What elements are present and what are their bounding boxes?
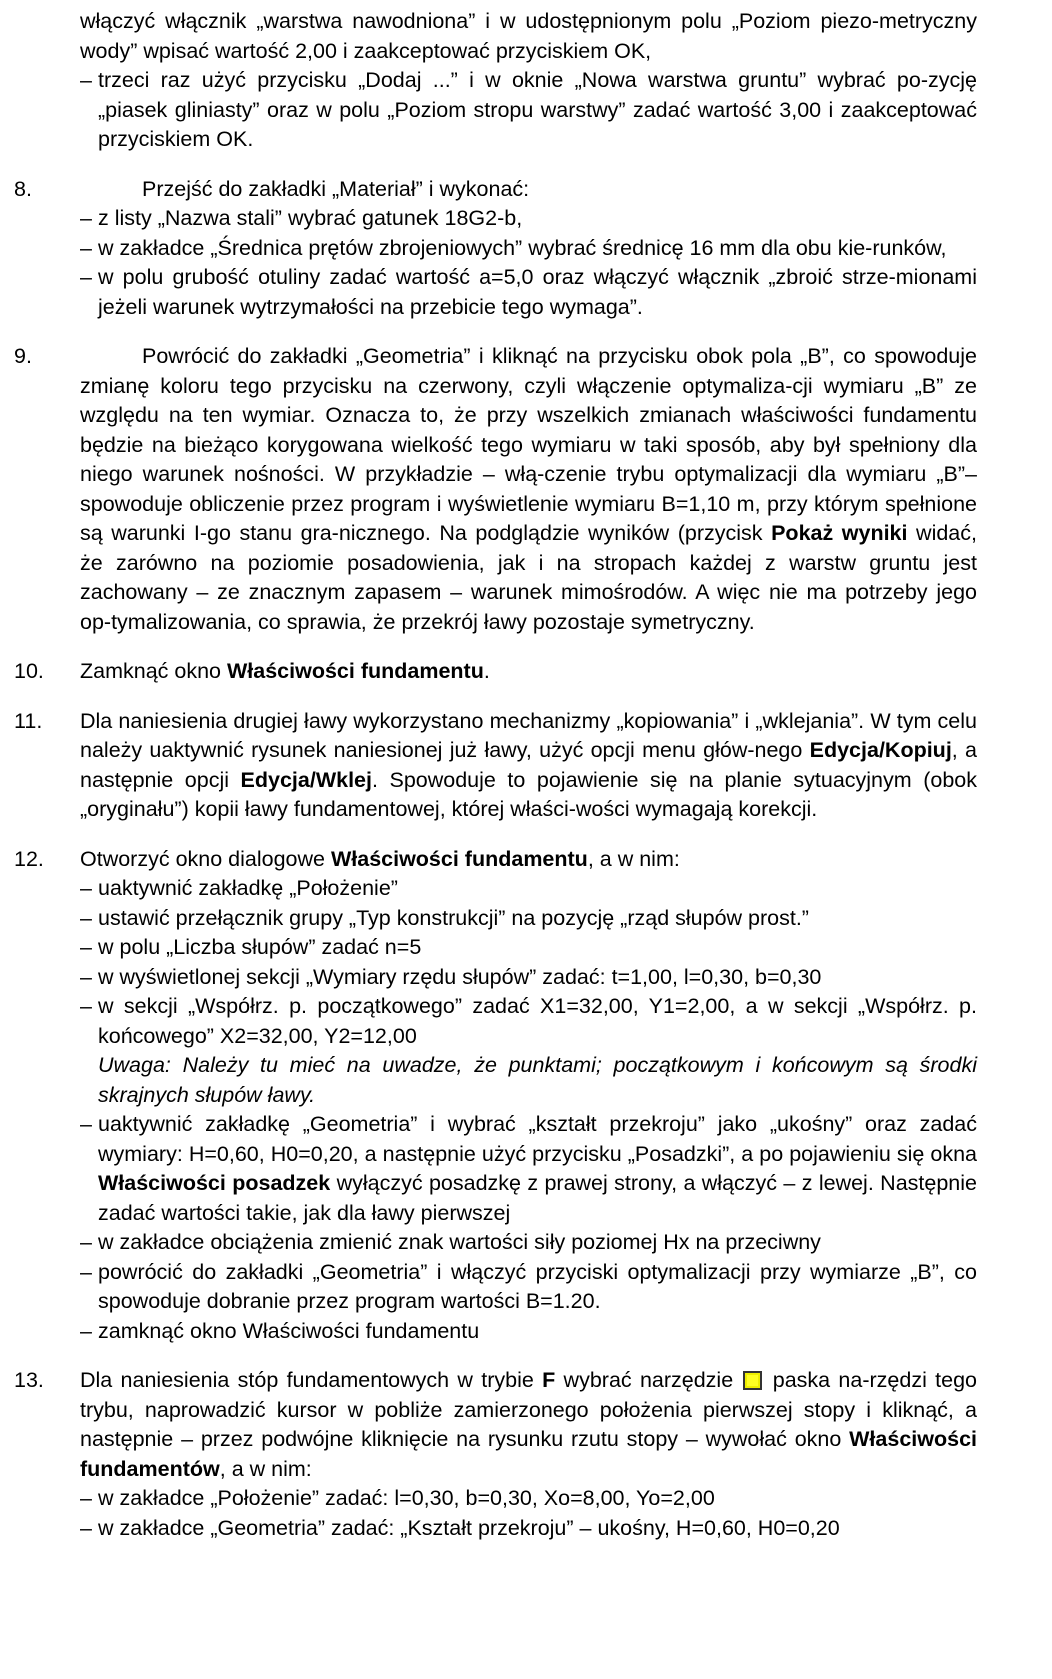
list-item-text: uaktywnić zakładkę „Położenie”: [98, 876, 398, 900]
bullet-dash: –: [80, 1515, 92, 1540]
list-item-text: powrócić do zakładki „Geometria” i włączyć przyciski optymalizacji przy wymiarze „B”, co spowoduje dobranie przez program wartości B=1.20.: [98, 1259, 977, 1313]
step-text: Dla naniesienia drugiej ławy wykorzystano mechanizmy „kopiowania” i „wklejania”. W tym celu należy uaktywnić rysunek naniesionej już ławy, użyć opcji menu głów-nego: [80, 708, 977, 762]
step-number: 12.: [14, 846, 44, 871]
note: [80, 1051, 977, 1110]
step-text: . Spowoduje to pojawienie się na planie sytuacyjnym (obok „oryginału”) kopii ławy fundamentowej, której właści-wości wymagają korekcji.: [80, 767, 977, 821]
list-item: [80, 263, 977, 322]
list-item: [80, 904, 977, 934]
step-text: , a następnie opcji: [80, 738, 977, 792]
step-number: 9.: [14, 344, 32, 368]
menu-path: Edycja/Wklej: [240, 767, 372, 792]
bullet-dash: –: [80, 935, 92, 959]
bullet-dash: –: [80, 1486, 92, 1510]
list-item: [80, 1484, 977, 1514]
step-text: paska na-rzędzi tego trybu, naprowadzić kursor w pobliże zamierzonego położenia pierwszej stopy i kliknąć, a następnie – przez podwójne kliknięcie na rysunku rzutu stopy – wywołać okno: [80, 1368, 977, 1451]
bullet-dash: –: [80, 876, 92, 900]
step-text: Otworzyć okno dialogowe: [80, 846, 331, 871]
list-item: [80, 1228, 977, 1258]
window-name: Właściwości fundamentów: [80, 1427, 977, 1481]
list-item-text: zamknąć okno Właściwości fundamentu: [98, 1318, 480, 1343]
step-text: Przejść do zakładki „Materiał” i wykonać:: [142, 176, 530, 201]
step-text: .: [483, 659, 490, 683]
list-item-text: w zakładce „Geometria” zadać: „Kształt przekroju” – ukośny, H=0,60, H0=0,20: [98, 1515, 840, 1540]
list-item: [80, 963, 977, 993]
bullet-dash: –: [80, 1112, 92, 1136]
mode-name: F: [542, 1368, 556, 1392]
step-text: , a w nim:: [219, 1456, 312, 1481]
list-item: [80, 874, 977, 904]
list-item: [80, 1110, 977, 1228]
bullet-dash: –: [80, 964, 92, 989]
bullet-dash: –: [80, 994, 92, 1018]
window-name: Właściwości fundamentu: [330, 846, 588, 871]
list-item-text: w zakładce „Położenie” zadać: l=0,30, b=0,30, Xo=8,00, Yo=2,00: [98, 1486, 715, 1510]
step-text: wybrać narzędzie: [555, 1368, 742, 1392]
list-item: [80, 933, 977, 963]
list-item-text: w polu „Liczba słupów” zadać n=5: [98, 935, 422, 959]
list-item-text: trzeci raz użyć przycisku „Dodaj ...” i w oknie „Nowa warstwa gruntu” wybrać po-zycję „piasek gliniasty” oraz w polu „Poziom stropu warstwy” zadać wartość 3,00 i zaakceptować przyciskiem OK.: [98, 68, 977, 151]
paragraph: włączyć włącznik „warstwa nawodniona” i w udostępnionym polu „Poziom piezo-metryczny wody” wpisać wartość 2,00 i zaakceptować przyciskiem OK,: [80, 9, 977, 63]
bullet-dash: –: [80, 68, 92, 92]
window-name: Właściwości fundamentu: [226, 659, 484, 683]
bullet-dash: –: [80, 1259, 92, 1284]
step-text: Zamknąć okno: [80, 659, 227, 683]
step-text: widać, że zarówno na poziomie posadowienia, jak i na stropach każdej z warstw gruntu jest zachowany – ze znacznym zapasem – warunek mimośrodów. A więc nie ma potrzeby jego op-tymalizowania, co sprawia, że przekrój ławy pozostaje symetryczny.: [80, 521, 977, 634]
bullet-dash: –: [80, 206, 92, 230]
button-name: Pokaż wyniki: [771, 521, 908, 545]
list-item-text: z listy „Nazwa stali” wybrać gatunek 18G2-b,: [98, 206, 523, 230]
menu-path: Edycja/Kopiuj: [809, 738, 952, 762]
list-item: [80, 1317, 977, 1347]
list-item-text: uaktywnić zakładkę „Geometria” i wybrać „kształt przekroju” jako „ukośny” oraz zadać wymiary: H=0,60, H0=0,20, a następnie użyć przycisku „Posadzki”, a po pojawieniu się okna: [98, 1112, 977, 1166]
list-item-text: ustawić przełącznik grupy „Typ konstrukcji” na pozycję „rząd słupów prost.”: [98, 905, 809, 930]
step-11: [14, 707, 977, 825]
list-item: [80, 992, 977, 1051]
step-8: [14, 175, 977, 205]
list-item: [80, 66, 977, 155]
step-text: Dla naniesienia stóp fundamentowych w trybie: [80, 1368, 543, 1392]
bullet-dash: –: [80, 235, 92, 260]
list-item-text: w wyświetlonej sekcji „Wymiary rzędu słupów” zadać: t=1,00, l=0,30, b=0,30: [98, 964, 822, 989]
list-item-text: w sekcji „Współrz. p. początkowego” zadać X1=32,00, Y1=2,00, a w sekcji „Współrz. p. końcowego” X2=32,00, Y2=12,00: [98, 994, 977, 1048]
step-12: [14, 845, 977, 875]
list-item: [80, 1258, 977, 1317]
step-number: 11.: [14, 708, 43, 733]
list-item: [80, 204, 977, 234]
bullet-dash: –: [80, 265, 92, 289]
list-item-text: w polu grubość otuliny zadać wartość a=5,0 oraz włączyć włącznik „zbroić strze-mionami jeżeli warunek wytrzymałości na przebicie tego wymaga”.: [98, 265, 977, 319]
list-item: [80, 1514, 977, 1544]
step-13: [14, 1366, 977, 1484]
step-text: , a w nim:: [587, 846, 680, 871]
window-name: Właściwości posadzek: [98, 1171, 331, 1195]
foot-tool-icon: [743, 1371, 762, 1390]
step-text: Powrócić do zakładki „Geometria” i kliknąć na przycisku obok pola „B”, co spowoduje zmianę koloru tego przycisku na czerwony, czyli włączenie optymaliza-cji wymiaru „B” ze względu na ten wymiar. Oznacza to, że przy wszelkich zmianach właściwości fundamentu będzie na bieżąco korygowana wielkość tego wymiaru w taki sposób, aby był spełniony dla niego warunek nośności. W przykładzie – włą-czenie trybu optymalizacji dla wymiaru „B”– spowoduje obliczenie przez program i wyświetlenie wymiaru B=1,10 m, przy którym spełnione są warunki I-go stanu gra-nicznego. Na podglądzie wyników (przycisk: [80, 344, 977, 545]
note-text: Uwaga: Należy tu mieć na uwadze, że punktami; początkowym i końcowym są środki skrajnych słupów ławy.: [98, 1053, 977, 1107]
bullet-dash: –: [80, 1230, 92, 1254]
step-10: [14, 657, 977, 687]
bullet-dash: –: [80, 1318, 92, 1343]
list-item-text: wyłączyć posadzkę z prawej strony, a włączyć – z lewej. Następnie zadać wartości takie, jak dla ławy pierwszej: [98, 1171, 977, 1225]
step-9: [14, 342, 977, 637]
step-number: 8.: [14, 176, 32, 201]
list-item-text: w zakładce „Średnica prętów zbrojeniowych” wybrać średnicę 16 mm dla obu kie-runków,: [98, 235, 947, 260]
list-item: [80, 234, 977, 264]
bullet-dash: –: [80, 905, 92, 930]
step-number: 13.: [14, 1368, 44, 1392]
step-number: 10.: [14, 659, 44, 683]
list-item-text: w zakładce obciążenia zmienić znak wartości siły poziomej Hx na przeciwny: [98, 1230, 821, 1254]
